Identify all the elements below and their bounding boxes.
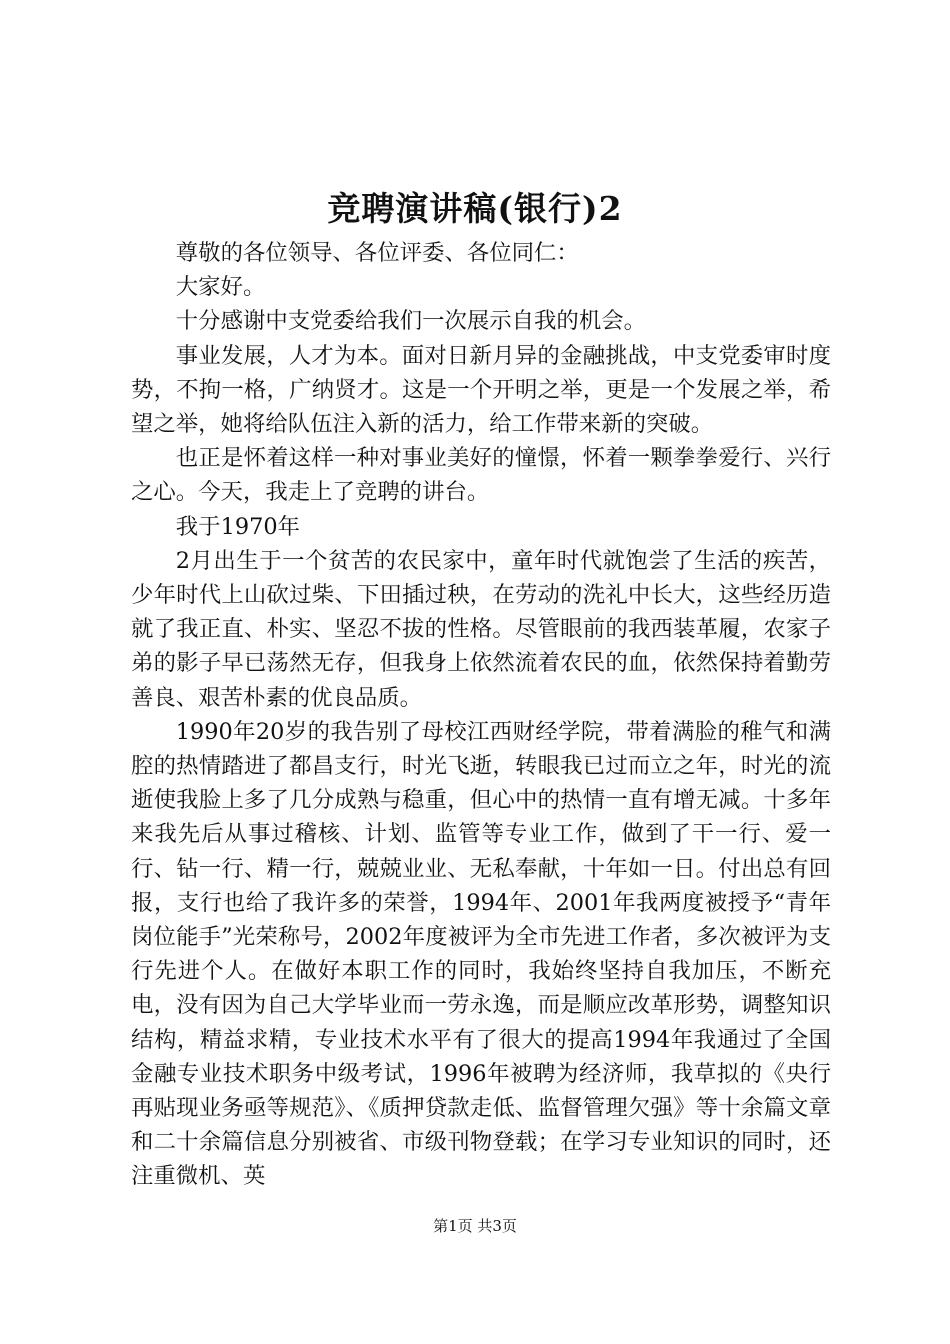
page-number-footer: 第1页 共3页 — [433, 1217, 517, 1235]
paragraph-childhood: 2月出生于一个贫苦的农民家中，童年时代就饱尝了生活的疾苦，少年时代上山砍过柴、下田插过秧，在劳动的洗礼中长大，这些经历造就了我正直、朴实、坚忍不拔的性格。尽管眼前的我西装革履，农家子弟的影子早已荡然无存，但我身上依然流着农民的血，依然保持着勤劳善良、艰苦朴素的优良品质。 — [131, 547, 831, 711]
document-title: 竞聘演讲稿(银行)2 — [327, 189, 623, 228]
paragraph-motivation: 也正是怀着这样一种对事业美好的憧憬，怀着一颗拳拳爱行、兴行之心。今天，我走上了竞聘的讲台。 — [131, 445, 831, 506]
paragraph-thanks: 十分感谢中支党委给我们一次展示自我的机会。 — [175, 308, 646, 335]
paragraph-career-development: 事业发展，人才为本。面对日新月异的金融挑战，中支党委审时度势，不拘一格，广纳贤才。这是一个开明之举，更是一个发展之举，希望之举，她将给队伍注入新的活力，给工作带来新的突破。 — [131, 342, 831, 438]
paragraph-hello: 大家好。 — [175, 274, 266, 301]
paragraph-greeting: 尊敬的各位领导、各位评委、各位同仁： — [175, 240, 579, 266]
paragraph-work-history: 1990年20岁的我告别了母校江西财经学院，带着满脸的稚气和满腔的热情踏进了都昌支行，时光飞逝，转眼我已过而立之年，时光的流逝使我脸上多了几分成熟与稳重，但心中的热情一直有增无减。十多年来我先后从事过稽核、计划、监管等专业工作，做到了干一行、爱一行、钻一行、精一行，兢兢业业、无私奉献，十年如一日。付出总有回报，支行也给了我许多的荣誉，1994年、2001年我两度被授予“青年岗位能手”光荣称号，2002年度被评为全市先进工作者，多次被评为支行先进个人。在做好本职工作的同时，我始终坚持自我加压，不断充电，没有因为自己大学毕业而一劳永逸，而是顺应改革形势，调整知识结构，精益求精，专业技术水平有了很大的提高1994年我通过了全国金融专业技术职务中级考试，1996年被聘为经济师，我草拟的《央行再贴现业务亟等规范》、《质押贷款走低、监督管理欠强》等十余篇文章和二十余篇信息分别被省、市级刊物登载；在学习专业知识的同时，还注重微机、英 — [131, 718, 831, 1190]
document-body — [131, 236, 831, 1194]
paragraph-birth-year: 我于1970年 — [175, 513, 300, 540]
